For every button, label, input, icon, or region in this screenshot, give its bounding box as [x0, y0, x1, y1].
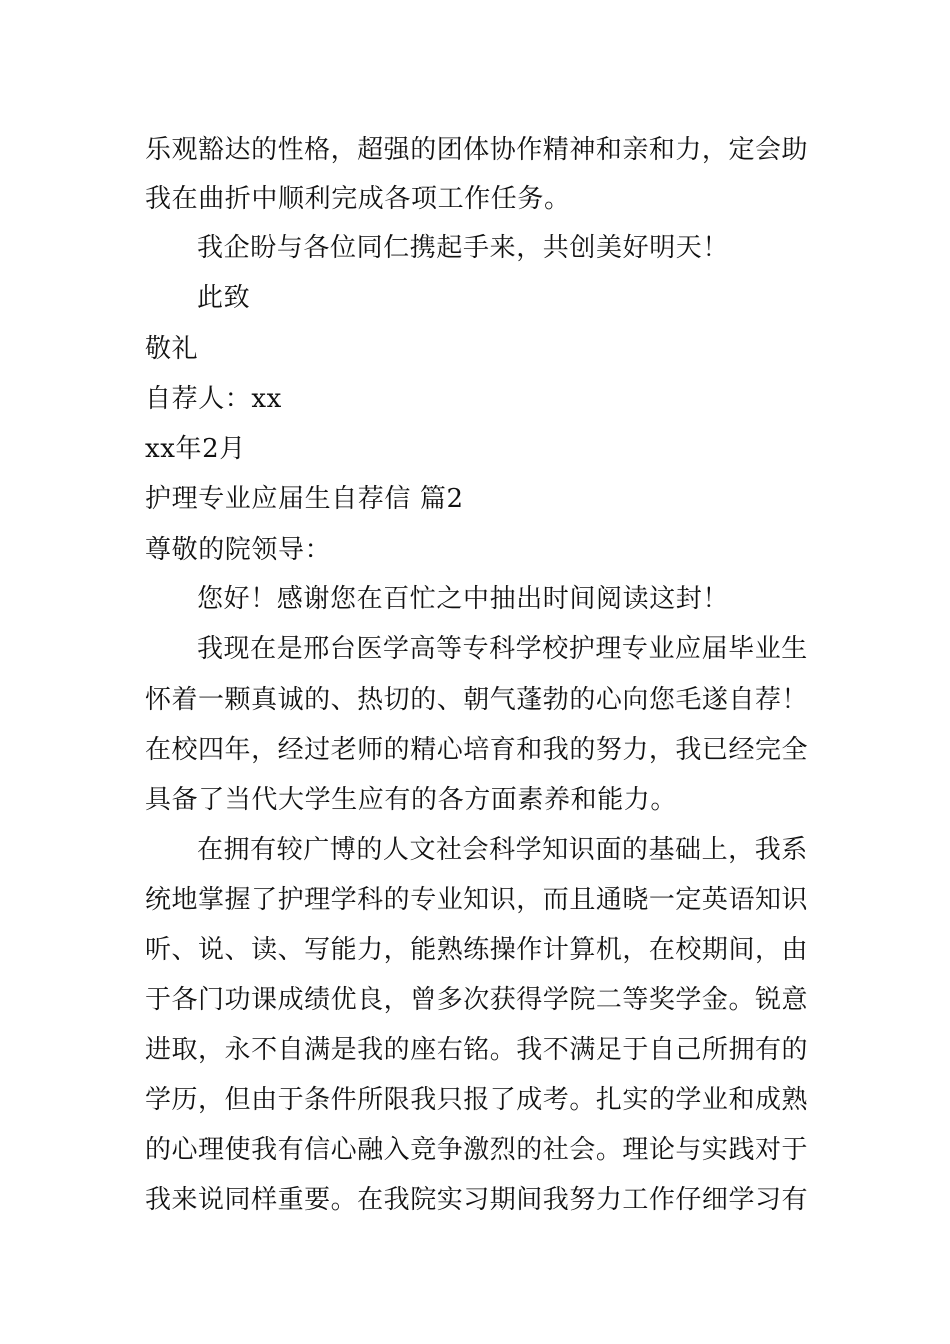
text-line: 具备了当代大学生应有的各方面素养和能力。 [145, 785, 678, 815]
text-line: 的心理使我有信心融入竞争激烈的社会。理论与实践对于 [145, 1135, 809, 1165]
text-line: 怀着一颗真诚的、热切的、朝气蓬勃的心向您毛遂自荐！ [145, 685, 809, 715]
section-heading: 护理专业应届生自荐信 篇2 [145, 484, 464, 514]
text-line: 敬礼 [145, 334, 199, 364]
text-line: 自荐人：xx [145, 384, 282, 414]
text-line: 我在曲折中顺利完成各项工作任务。 [145, 184, 571, 214]
text-line: 乐观豁达的性格，超强的团体协作精神和亲和力，定会助 [145, 135, 809, 165]
text-line: 我企盼与各位同仁携起手来，共创美好明天！ [197, 233, 730, 263]
text-line: 学历，但由于条件所限我只报了成考。扎实的学业和成熟 [145, 1085, 809, 1115]
text-line: 此致 [197, 283, 251, 313]
text-line: 我来说同样重要。在我院实习期间我努力工作仔细学习有 [145, 1185, 809, 1215]
text-line: 在拥有较广博的人文社会科学知识面的基础上，我系 [197, 835, 808, 865]
text-line: 尊敬的院领导： [145, 535, 332, 565]
text-line: 听、说、读、写能力，能熟练操作计算机，在校期间，由 [145, 935, 809, 965]
text-line: xx年2月 [145, 434, 246, 464]
text-line: 您好！感谢您在百忙之中抽出时间阅读这封！ [197, 584, 730, 614]
text-line: 进取，永不自满是我的座右铭。我不满足于自己所拥有的 [145, 1035, 809, 1065]
text-line: 于各门功课成绩优良，曾多次获得学院二等奖学金。锐意 [145, 985, 809, 1015]
text-line: 统地掌握了护理学科的专业知识，而且通晓一定英语知识 [145, 885, 809, 915]
text-line: 在校四年，经过老师的精心培育和我的努力，我已经完全 [145, 735, 809, 765]
text-line: 我现在是邢台医学高等专科学校护理专业应届毕业生 [197, 634, 808, 664]
